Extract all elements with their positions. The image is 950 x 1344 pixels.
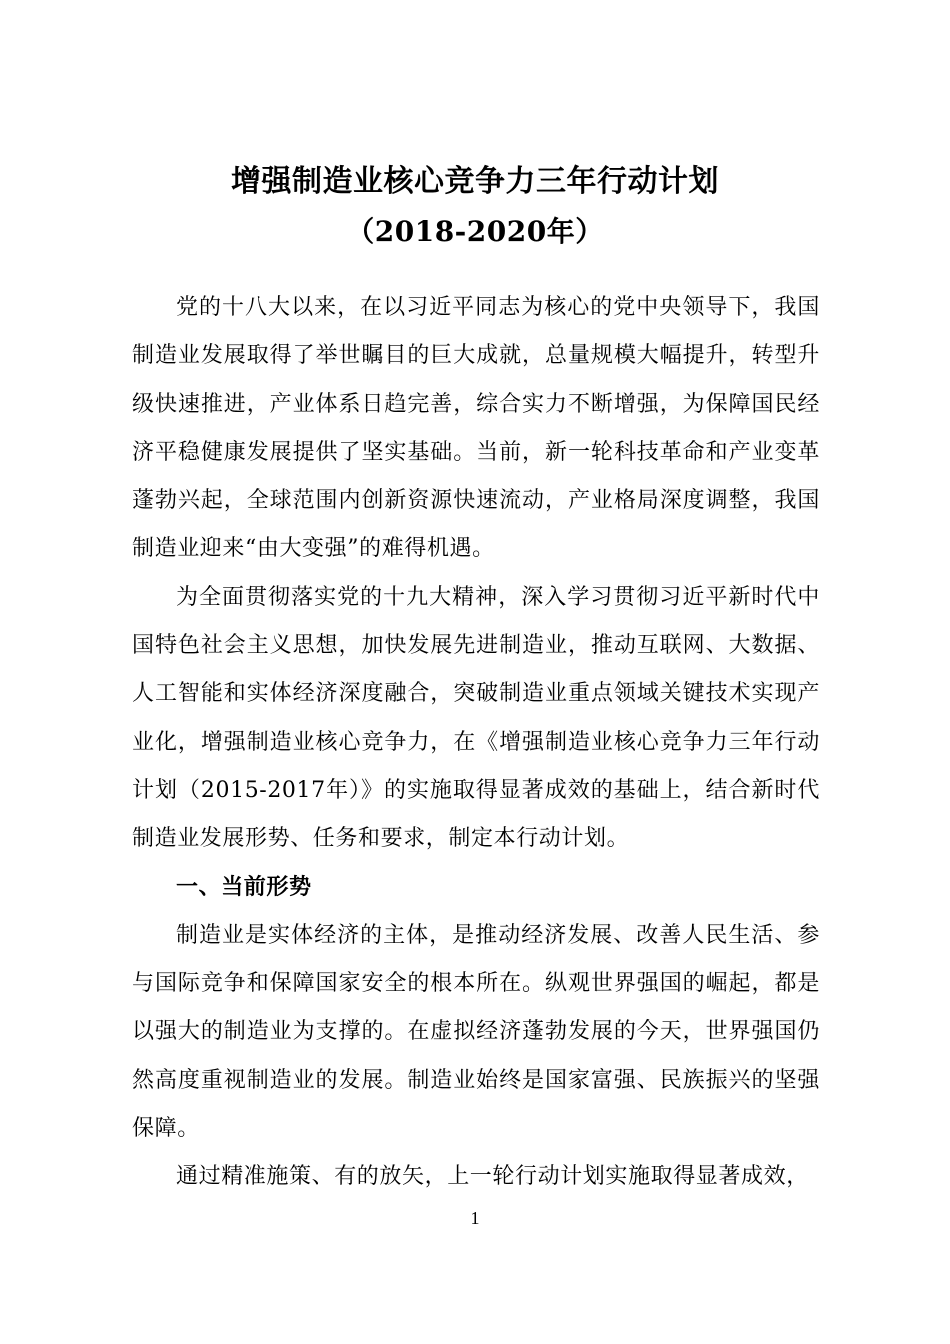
document-body <box>132 284 820 1202</box>
section-heading: 一、当前形势 <box>176 874 312 900</box>
page-number: 1 <box>470 1208 480 1228</box>
document-title: 增强制造业核心竞争力三年行动计划 <box>231 164 719 199</box>
paragraph: 通过精准施策、有的放矢，上一轮行动计划实施取得显著成效， <box>176 1164 809 1190</box>
paragraph: 为全面贯彻落实党的十九大精神，深入学习贯彻习近平新时代中国特色社会主义思想，加快发展先进制造业，推动互联网、大数据、人工智能和实体经济深度融合，突破制造业重点领域关键技术实现产业化，增强制造业核心竞争力，在《增强制造业核心竞争力三年行动计划（2015-2017年）》的实施取得显著成效的基础上，结合新时代制造业发展形势、任务和要求，制定本行动计划。 <box>132 584 820 852</box>
paragraph: 党的十八大以来，在以习近平同志为核心的党中央领导下，我国制造业发展取得了举世瞩目的巨大成就，总量规模大幅提升，转型升级快速推进，产业体系日趋完善，综合实力不断增强，为保障国民经济平稳健康发展提供了坚实基础。当前，新一轮科技革命和产业变革蓬勃兴起，全球范围内创新资源快速流动，产业格局深度调整，我国制造业迎来“由大变强”的难得机遇。 <box>132 295 820 562</box>
document-subtitle: （2018-2020年） <box>346 215 604 248</box>
paragraph: 制造业是实体经济的主体，是推动经济发展、改善人民生活、参与国际竞争和保障国家安全的根本所在。纵观世界强国的崛起，都是以强大的制造业为支撑的。在虚拟经济蓬勃发展的今天，世界强国仍然高度重视制造业的发展。制造业始终是国家富强、民族振兴的坚强保障。 <box>132 922 820 1142</box>
